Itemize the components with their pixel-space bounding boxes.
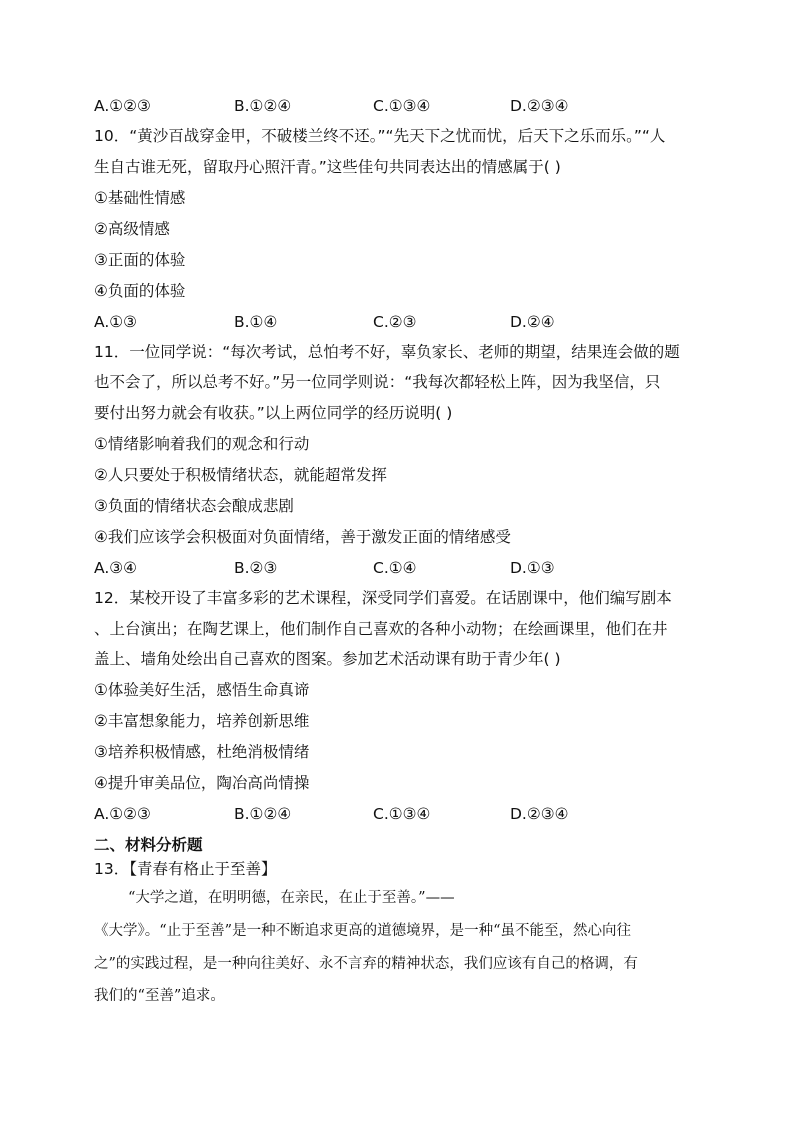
q10-item: ④负面的体验 [94, 282, 186, 300]
q12-item: ①体验美好生活，感悟生命真谛 [94, 681, 310, 699]
q13-title: 13．【青春有格止于至善】 [94, 860, 277, 878]
q12-option-d: D.②③④ [510, 805, 569, 823]
material-paragraph-line: 之”的实践过程，是一种向往美好、永不言弃的精神状态，我们应该有自己的格调，有 [94, 956, 638, 972]
q11-option-b: B.②③ [234, 559, 278, 577]
q9-options [94, 96, 714, 116]
q10-option-c: C.②③ [373, 313, 417, 331]
material-paragraph-line: 《大学》。“止于至善”是一种不断追求更高的道德境界，是一种“虽不能至，然心向往 [94, 923, 631, 939]
q11-item: ③负面的情绪状态会酿成悲剧 [94, 497, 294, 515]
q11-stem-line: 也不会了，所以总考不好。”另一位同学则说：“我每次都轻松上阵，因为我坚信，只 [94, 373, 661, 391]
q9-option-b: B.①②④ [234, 97, 292, 115]
q10-stem-line: 10．“黄沙百战穿金甲，不破楼兰终不还。”“先天下之忧而忧，后天下之乐而乐。”“人 [94, 127, 666, 145]
q11-option-c: C.①④ [373, 559, 417, 577]
q12-stem-line: 12．某校开设了丰富多彩的艺术课程，深受同学们喜爱。在话剧课中，他们编写剧本 [94, 589, 672, 607]
q9-option-d: D.②③④ [510, 97, 569, 115]
q10-item: ②高级情感 [94, 220, 170, 238]
q11-option-d: D.①③ [510, 559, 555, 577]
q12-item: ④提升审美品位，陶冶高尚情操 [94, 774, 310, 792]
q12-item: ③培养积极情感，杜绝消极情绪 [94, 743, 310, 761]
q12-stem-line: 、上台演出；在陶艺课上，他们制作自己喜欢的各种小动物；在绘画课里，他们在井 [94, 620, 668, 638]
q10-option-a: A.①③ [94, 313, 138, 331]
q11-stem-line: 要付出努力就会有收获。”以上两位同学的经历说明( ) [94, 404, 453, 422]
q10-item: ①基础性情感 [94, 189, 186, 207]
section-heading: 二、材料分析题 [94, 836, 203, 854]
q12-stem-line: 盖上、墙角处绘出自己喜欢的图案。参加艺术活动课有助于青少年( ) [94, 650, 561, 668]
q10-option-d: D.②④ [510, 313, 555, 331]
q11-item: ④我们应该学会积极面对负面情绪，善于激发正面的情绪感受 [94, 528, 511, 546]
q12-item: ②丰富想象能力，培养创新思维 [94, 712, 310, 730]
q12-option-b: B.①②④ [234, 805, 292, 823]
q12-options [94, 804, 714, 824]
q11-option-a: A.③④ [94, 559, 138, 577]
q11-item: ②人只要处于积极情绪状态，就能超常发挥 [94, 466, 387, 484]
q9-option-c: C.①③④ [373, 97, 431, 115]
q10-option-b: B.①④ [234, 313, 278, 331]
q11-options [94, 558, 714, 578]
q10-stem-line: 生自古谁无死，留取丹心照汗青。”这些佳句共同表达出的情感属于( ) [94, 158, 561, 176]
material-paragraph-line: “大学之道，在明明德，在亲民，在止于至善。”—— [128, 890, 455, 906]
q11-stem-line: 11．一位同学说：“每次考试，总怕考不好，辜负家长、老师的期望，结果连会做的题 [94, 343, 680, 361]
q12-option-a: A.①②③ [94, 805, 151, 823]
q11-item: ①情绪影响着我们的观念和行动 [94, 435, 310, 453]
q10-item: ③正面的体验 [94, 251, 186, 269]
q9-option-a: A.①②③ [94, 97, 151, 115]
q12-option-c: C.①③④ [373, 805, 431, 823]
q10-options [94, 312, 714, 332]
material-paragraph-line: 我们的“至善”追求。 [94, 988, 225, 1004]
